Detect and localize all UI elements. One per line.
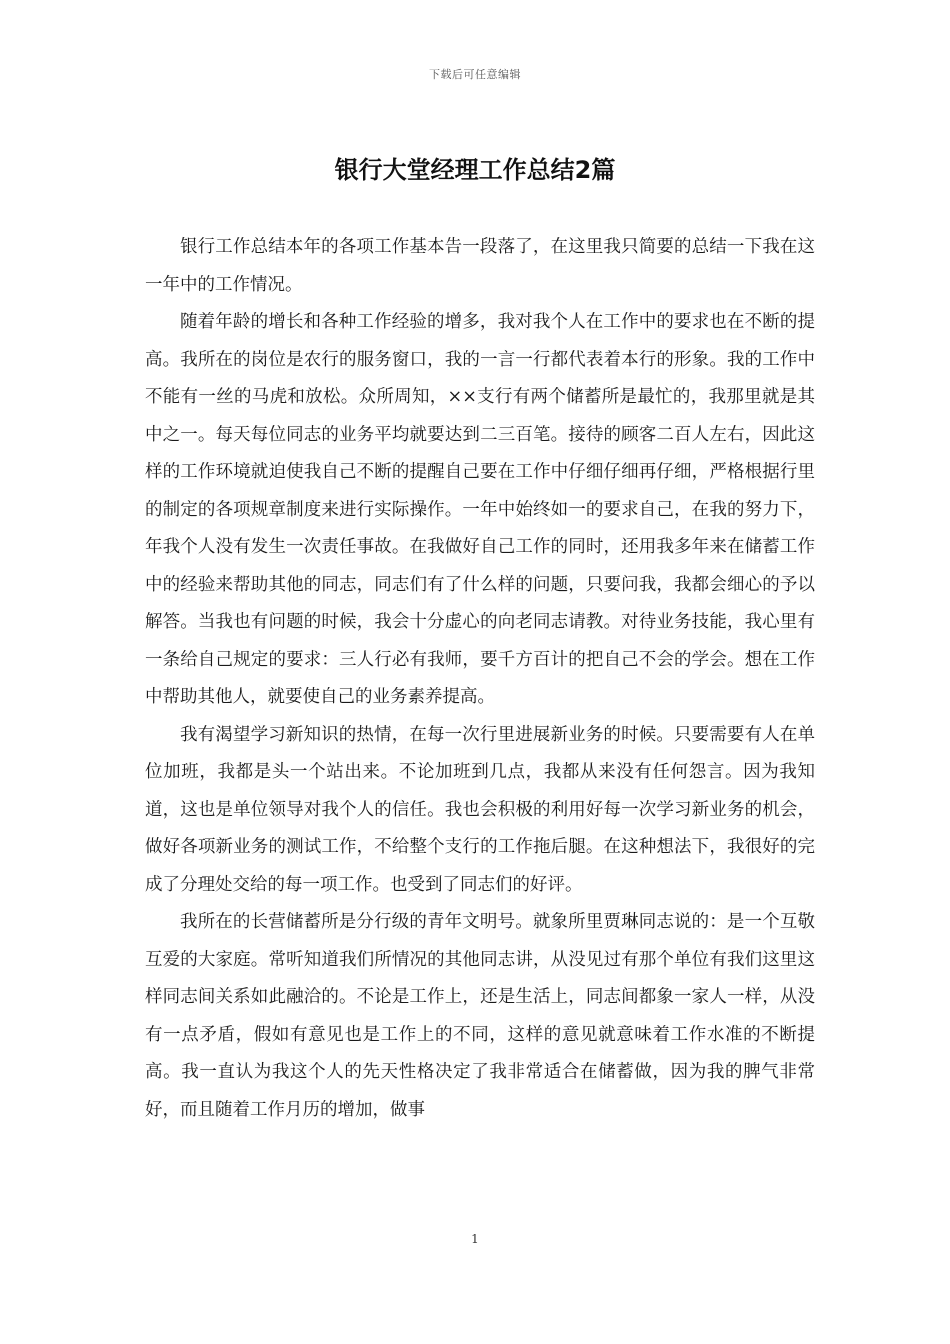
document-body: [145, 229, 815, 1129]
paragraph: 银行工作总结本年的各项工作基本告一段落了，在这里我只简要的总结一下我在这一年中的工作情况。: [145, 237, 815, 295]
paragraph: 我所在的长营储蓄所是分行级的青年文明号。就象所里贾琳同志说的：是一个互敬互爱的大家庭。常听知道我们所情况的其他同志讲，从没见过有那个单位有我们这里这样同志间关系如此融洽的。不论是工作上，还是生活上，同志间都象一家人一样，从没有一点矛盾，假如有意见也是工作上的不同，这样的意见就意味着工作水准的不断提高。我一直认为我这个人的先天性格决定了我非常适合在储蓄做，因为我的脾气非常好，而且随着工作月历的增加，做事: [145, 912, 815, 1120]
paragraph: 我有渴望学习新知识的热情，在每一次行里进展新业务的时候。只要需要有人在单位加班，我都是头一个站出来。不论加班到几点，我都从来没有任何怨言。因为我知道，这也是单位领导对我个人的信任。我也会积极的利用好每一次学习新业务的机会，做好各项新业务的测试工作，不给整个支行的工作拖后腿。在这种想法下，我很好的完成了分理处交给的每一项工作。也受到了同志们的好评。: [145, 724, 815, 895]
document-title: 银行大堂经理工作总结2篇: [334, 156, 616, 184]
paragraph: 随着年龄的增长和各种工作经验的增多，我对我个人在工作中的要求也在不断的提高。我所在的岗位是农行的服务窗口，我的一言一行都代表着本行的形象。我的工作中不能有一丝的马虎和放松。众所周知，××支行有两个储蓄所是最忙的，我那里就是其中之一。每天每位同志的业务平均就要达到二三百笔。接待的顾客二百人左右，因此这样的工作环境就迫使我自己不断的提醒自己要在工作中仔细仔细再仔细，严格根据行里的制定的各项规章制度来进行实际操作。一年中始终如一的要求自己，在我的努力下，年我个人没有发生一次责任事故。在我做好自己工作的同时，还用我多年来在储蓄工作中的经验来帮助其他的同志，同志们有了什么样的问题，只要问我，我都会细心的予以解答。当我也有问题的时候，我会十分虚心的向老同志请教。对待业务技能，我心里有一条给自己规定的要求：三人行必有我师，要千方百计的把自己不会的学会。想在工作中帮助其他人，就要使自己的业务素养提高。: [145, 312, 815, 707]
page-number: 1: [471, 1232, 479, 1246]
header-note: 下载后可任意编辑: [429, 68, 521, 81]
